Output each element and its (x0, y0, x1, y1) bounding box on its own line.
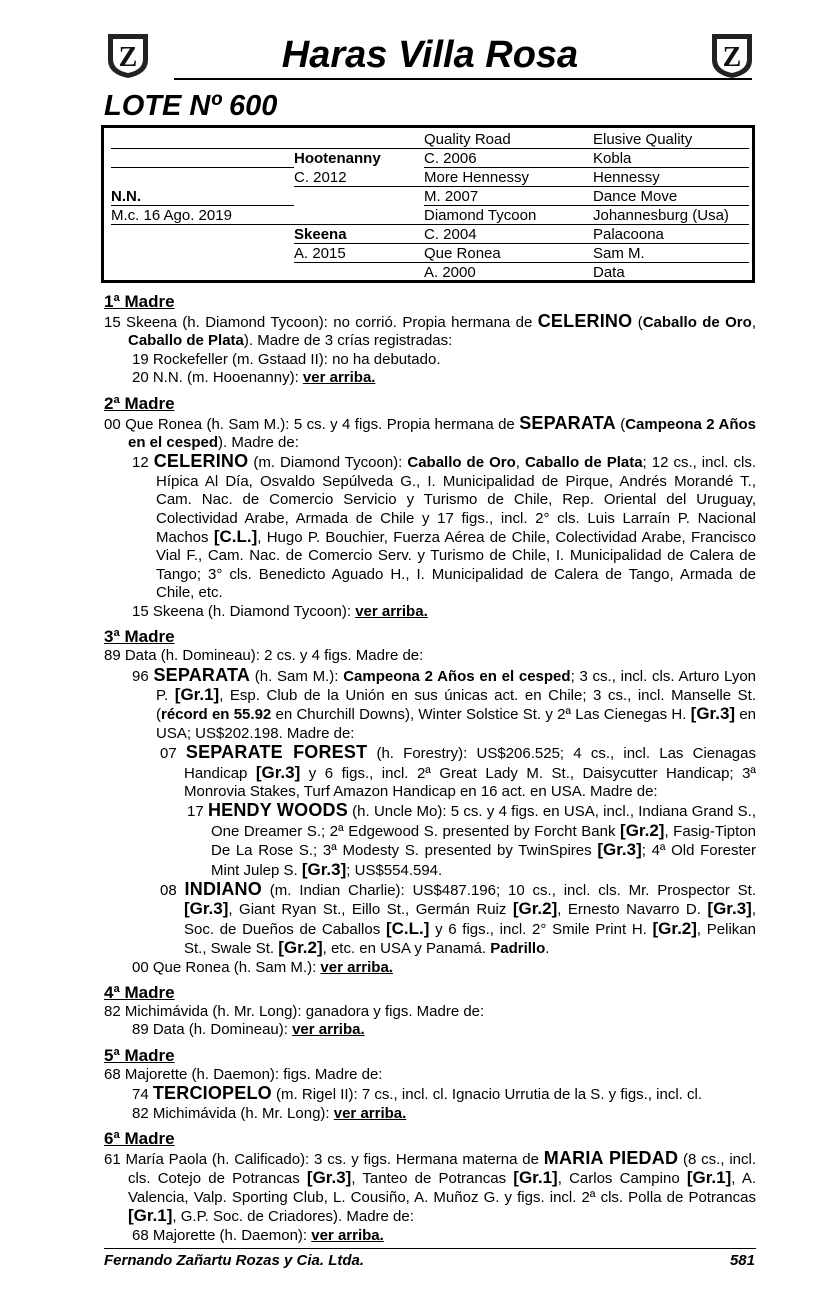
pedigree-rule (424, 205, 749, 206)
pedigree-table (101, 125, 755, 283)
pedigree-entry (104, 351, 756, 369)
entry-text: 00 Que Ronea (h. Sam M.): 5 cs. y 4 figs. Propia hermana de (104, 415, 520, 433)
pedigree-cell: More Hennessy (424, 169, 530, 186)
entry-text: ; 4ª Old Forester Mint Julep S. (211, 842, 756, 879)
entry-text: 15 Skeena (h. Diamond Tycoon): no corrió. Propia hermana de (104, 314, 538, 331)
dam-heading: 4ª Madre (104, 983, 175, 1002)
entry-text: récord en 55.92 (161, 706, 272, 724)
entry-text: 00 Que Ronea (h. Sam M.): (132, 958, 321, 976)
footer-rule (104, 1248, 756, 1249)
cross-reference-link[interactable]: ver arriba. (311, 1226, 384, 1244)
pedigree-entry (104, 801, 756, 880)
pedigree-cell: Kobla (593, 150, 632, 167)
pedigree-rule (294, 243, 424, 244)
entry-text: SEPARATA (519, 412, 616, 433)
entry-text: , Tanteo de Potrancas (351, 1170, 514, 1188)
pedigree-rule (294, 186, 424, 187)
entry-text: y 6 figs., incl. 2ª Great Lady M. St., Daisycutter Handicap; 3ª Monrovia Stakes, Turf Amazon Handicap en 16 act. en USA. Madre de: (184, 764, 756, 800)
entry-text: [Gr.1] (686, 1168, 732, 1188)
entry-text: [Gr.3] (255, 762, 301, 782)
entry-text: 07 (160, 745, 186, 763)
entry-text: [Gr.3] (184, 899, 229, 919)
pedigree-entry (104, 1066, 756, 1084)
entry-text: CELERINO (537, 311, 633, 331)
entry-text: [Gr.3] (306, 1168, 352, 1188)
entry-text: ; 12 cs., incl. cls. Hípica Al Día, Osvaldo Sepúlveda G., I. Municipalidad de Pirque, Andrés Morandé T., Cam. Nac. de Comercio Servicio y Turismo de Chile, Rep. Oriental del Uruguay, Colectividad Arabe, Armada de Chile y 17 figs., incl. 2° cls. Luis Larraín P. Nacional Machos (156, 454, 756, 547)
pedigree-rule (424, 243, 749, 244)
pedigree-entry (104, 369, 756, 387)
page-number: 581 (729, 1252, 755, 1269)
entry-text: [Gr.2] (652, 918, 697, 938)
pedigree-cell: M.c. 16 Ago. 2019 (111, 207, 232, 224)
pedigree-cell: Data (593, 264, 625, 281)
entry-text: , Carlos Campino (557, 1170, 687, 1188)
entry-text: (m. Diamond Tycoon): (248, 454, 408, 472)
pedigree-entry (104, 312, 756, 351)
entry-text: [C.L.] (385, 918, 430, 938)
entry-text: [Gr.3] (597, 840, 642, 860)
entry-text: Caballo de Plata (128, 332, 244, 350)
dam-heading: 3ª Madre (104, 627, 175, 647)
cross-reference-link[interactable]: ver arriba. (333, 1104, 407, 1122)
entry-text: 08 (160, 881, 185, 899)
dam-heading: 2ª Madre (104, 393, 175, 413)
entry-text: , Esp. Club de la Unión en sus únicas act. en Chile; 3 cs., incl. Manselle St. ( (156, 686, 756, 724)
cross-reference-link[interactable]: ver arriba. (302, 369, 376, 387)
entry-text: (h. Uncle Mo): 5 cs. y 4 figs. en USA, incl., Indiana Grand S., One Dreamer S.; 2ª Edgewood S. presented by Forcht Bank (211, 803, 756, 840)
entry-text: INDIANO (184, 878, 262, 899)
entry-text: [Gr.1] (128, 1206, 173, 1226)
entry-text: , Fasig-Tipton De La Rose S.; 3ª Modesty S. presented by TwinSpires (211, 822, 756, 860)
dam-line-content (104, 292, 756, 1245)
dam-heading: 5ª Madre (104, 1045, 175, 1065)
entry-text: , Pelikan St., Swale St. (184, 920, 756, 958)
pedigree-entry (104, 452, 756, 602)
entry-text: Padrillo (490, 940, 546, 958)
entry-text: 89 Data (h. Domineau): 2 cs. y 4 figs. Madre de: (104, 647, 424, 665)
entry-text: . (545, 940, 550, 958)
entry-text: 89 Data (h. Domineau): (132, 1021, 293, 1039)
entry-text: MARIA PIEDAD (543, 1148, 679, 1169)
entry-text: , Ernesto Navarro D. (557, 901, 708, 919)
dam-heading: 6ª Madre (104, 1129, 175, 1149)
entry-text: Caballo de Oro (407, 454, 516, 472)
entry-text: Caballo de Oro (642, 314, 752, 331)
entry-text: [Gr.3] (301, 859, 347, 879)
entry-text: , Soc. de Dueños de Caballos (184, 901, 756, 938)
entry-text: 74 (132, 1086, 153, 1104)
lot-title: LOTE Nº 600 (104, 90, 278, 122)
entry-text: HENDY WOODS (207, 800, 348, 821)
pedigree-entry (104, 959, 756, 977)
entry-text: [Gr.2] (620, 820, 665, 840)
entry-text: en USA; US$202.198. Madre de: (156, 706, 757, 742)
header-rule (174, 78, 752, 80)
pedigree-cell: C. 2004 (424, 226, 477, 243)
pedigree-cell: C. 2012 (294, 169, 347, 186)
entry-text: (h. Forestry): US$206.525; 4 cs., incl. Las Cienagas Handicap (184, 745, 756, 782)
pedigree-cell: Diamond Tycoon (424, 207, 537, 224)
entry-text: ( (615, 415, 626, 433)
pedigree-cell: Que Ronea (424, 245, 501, 262)
entry-text: (h. Sam M.): (250, 667, 344, 685)
entry-text: , Giant Ryan St., Eillo St., Germán Ruiz (228, 901, 513, 919)
page-header (104, 30, 756, 84)
pedigree-entry (104, 1227, 756, 1245)
entry-text: SEPARATA (153, 664, 251, 685)
entry-text: ). Madre de: (218, 434, 299, 452)
pedigree-entry (104, 1003, 756, 1021)
publisher-name: Fernando Zañartu Rozas y Cia. Ltda. (104, 1252, 365, 1269)
entry-text: en Churchill Downs), Winter Solstice St. y 2ª Las Cienegas H. (271, 706, 691, 724)
pedigree-entry (104, 1105, 756, 1123)
pedigree-rule (424, 186, 749, 187)
entry-text: , (515, 454, 525, 472)
pedigree-cell: Dance Move (593, 188, 678, 205)
pedigree-rule (111, 281, 749, 282)
shield-logo-icon (708, 30, 756, 80)
entry-text: , Hugo P. Bouchier, Fuerza Aérea de Chile, Colectividad Arabe, Francisco Vial F., Cam. Nac. de Comercio Serv. y Turismo de Chile, I. Municipalidad de Calera de Tango; 3° cls. Benedicto Aguado H., I. Municipalidad de Calera de Tango, Armada de Chile, etc. (156, 529, 756, 602)
entry-text: , G.P. Soc. de Criadores). Madre de: (172, 1208, 414, 1226)
pedigree-cell: Quality Road (424, 131, 511, 148)
pedigree-rule (111, 167, 294, 168)
entry-text: 20 N.N. (m. Hooenanny): (132, 369, 303, 387)
entry-text: (m. Indian Charlie): US$487.196; 10 cs., incl. cls. Mr. Prospector St. (261, 881, 757, 899)
pedigree-cell: Sam M. (593, 245, 645, 262)
entry-text: 17 (187, 803, 208, 821)
entry-text: 82 Michimávida (h. Mr. Long): ganadora y figs. Madre de: (104, 1003, 485, 1020)
pedigree-entry (104, 880, 756, 959)
entry-text: (m. Rigel II): 7 cs., incl. cl. Ignacio Urrutia de la S. y figs., incl. cl. (271, 1086, 703, 1104)
cross-reference-link[interactable]: ver arriba. (355, 602, 428, 620)
entry-text: (8 cs., incl. cls. Cotejo de Potrancas (128, 1151, 756, 1188)
entry-text: ). Madre de 3 crías registradas: (243, 332, 453, 350)
farm-title: Haras Villa Rosa (281, 34, 579, 76)
pedigree-cell: Hootenanny (294, 150, 381, 167)
entry-text: 82 Michimávida (h. Mr. Long): (132, 1104, 334, 1122)
entry-text: [Gr.2] (512, 899, 558, 919)
entry-text: [Gr.3] (707, 899, 752, 919)
pedigree-entry (104, 1021, 756, 1039)
pedigree-cell: Skeena (294, 226, 347, 243)
entry-text: 15 Skeena (h. Diamond Tycoon): (132, 602, 356, 620)
pedigree-cell: M. 2007 (424, 188, 479, 205)
entry-text: Caballo de Plata (524, 454, 643, 472)
entry-text: 12 (132, 454, 154, 472)
entry-text: ; US$554.594. (346, 861, 443, 879)
pedigree-rule (294, 262, 424, 263)
entry-text: y 6 figs., incl. 2° Smile Print H. (429, 920, 653, 938)
pedigree-cell: N.N. (111, 188, 141, 205)
entry-text: [Gr.2] (278, 938, 323, 958)
entry-text: Campeona 2 Años en el cesped (128, 415, 756, 452)
pedigree-cell: A. 2000 (424, 264, 476, 281)
entry-text: ; 3 cs., incl. cls. Arturo Lyon P. (156, 667, 757, 704)
entry-text: Campeona 2 Años en el cesped (343, 667, 571, 685)
entry-text: CELERINO (153, 451, 249, 472)
pedigree-entry (104, 1084, 756, 1104)
pedigree-cell: Palacoona (593, 226, 664, 243)
svg-text:Z: Z (722, 42, 742, 73)
entry-text: [Gr.3] (690, 704, 736, 724)
entry-text: TERCIOPELO (152, 1083, 272, 1104)
entry-text: 61 María Paola (h. Calificado): 3 cs. y figs. Hermana materna de (104, 1151, 544, 1169)
pedigree-rule (424, 167, 749, 168)
pedigree-entry (104, 743, 756, 801)
pedigree-entry (104, 666, 756, 744)
entry-text: , (751, 314, 756, 331)
entry-text: [Gr.1] (513, 1168, 558, 1188)
pedigree-rule (424, 262, 749, 263)
cross-reference-link[interactable]: ver arriba. (292, 1021, 365, 1039)
entry-text: 68 Majorette (h. Daemon): (132, 1226, 312, 1244)
pedigree-cell: A. 2015 (294, 245, 346, 262)
pedigree-entry (104, 1149, 756, 1227)
pedigree-entry (104, 603, 756, 621)
svg-text:Z: Z (118, 42, 138, 73)
pedigree-entry (104, 647, 756, 665)
cross-reference-link[interactable]: ver arriba. (320, 958, 393, 976)
pedigree-cell: Hennessy (593, 169, 660, 186)
entry-text: SEPARATE FOREST (185, 742, 368, 763)
entry-text: [C.L.] (213, 527, 258, 547)
entry-text: 68 Majorette (h. Daemon): figs. Madre de: (104, 1065, 383, 1083)
pedigree-cell: Johannesburg (Usa) (593, 207, 729, 224)
entry-text: [Gr.1] (174, 684, 220, 704)
pedigree-cell: C. 2006 (424, 150, 477, 167)
pedigree-rule (111, 224, 749, 225)
entry-text: , A. Valencia, Valp. Sporting Club, L. Cousiño, A. Muñoz G. y figs. incl. 2ª cls. Polla de Potrancas (128, 1170, 756, 1206)
entry-text: , etc. en USA y Panamá. (322, 940, 491, 958)
entry-text: 19 Rockefeller (m. Gstaad II): no ha debutado. (132, 350, 441, 368)
pedigree-rule (111, 205, 294, 206)
dam-heading: 1ª Madre (104, 292, 175, 311)
entry-text: ( (632, 314, 643, 331)
pedigree-entry (104, 414, 756, 453)
pedigree-cell: Elusive Quality (593, 131, 693, 148)
pedigree-rule (111, 148, 749, 149)
entry-text: 96 (132, 667, 154, 685)
